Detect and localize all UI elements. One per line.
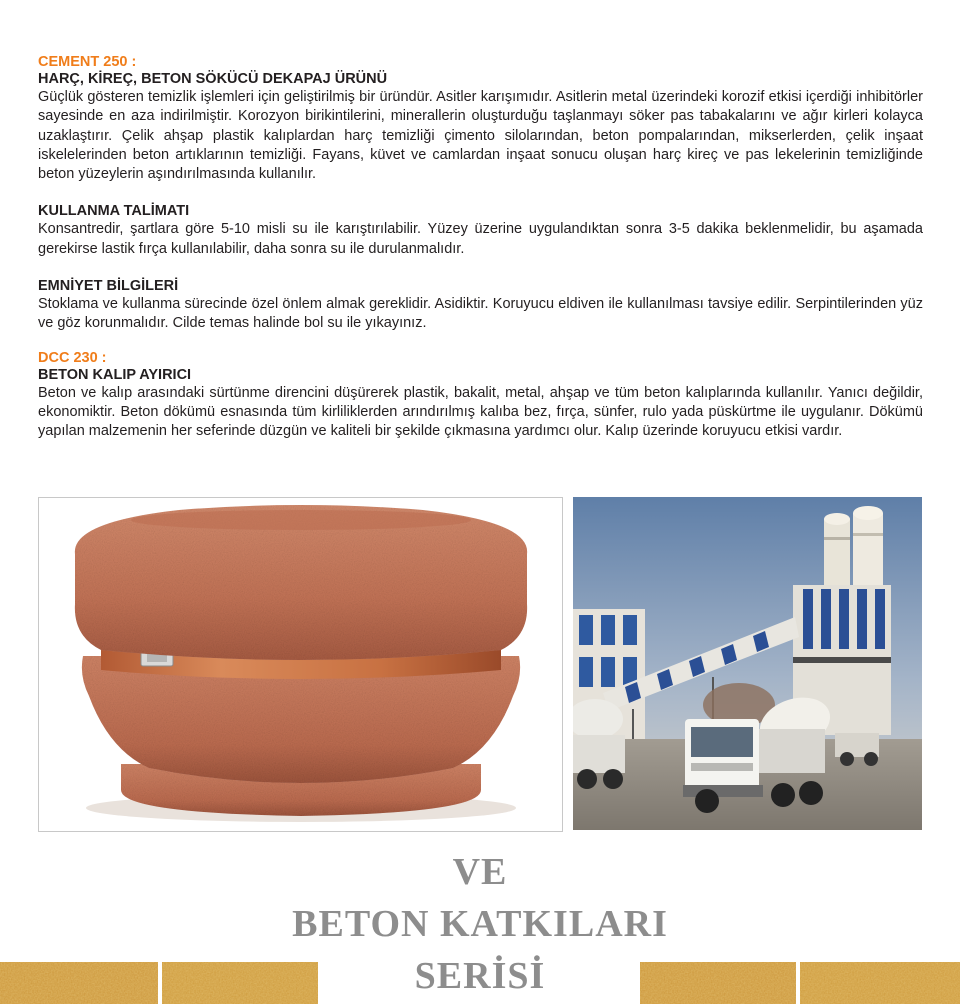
concrete-batching-plant-photo — [573, 497, 922, 830]
planter-illustration — [39, 498, 562, 831]
decorative-tile-left-1 — [0, 962, 158, 1004]
safety-title: EMNİYET BİLGİLERİ — [38, 278, 179, 295]
decorative-tile-left-2 — [162, 962, 318, 1004]
cement-title: HARÇ, KİREÇ, BETON SÖKÜCÜ DEKAPAJ ÜRÜNÜ — [38, 71, 388, 87]
decorative-tile-right-2 — [800, 962, 960, 1004]
text-content — [38, 54, 923, 442]
footer-heading-line2: BETON KATKILARI — [292, 903, 668, 945]
usage-title: KULLANMA TALİMATI — [38, 203, 190, 220]
safety-text: Stoklama ve kullanma sürecinde özel önlem almak gereklidir. Asidiktir. Koruyucu eldiven ile kullanılması tavsiye edilir. Serpintilerinden yüz ve göz korunmalıdır. Cilde temas halinde bol su ile yıkayınız. — [38, 296, 923, 332]
dcc-title: BETON KALIP AYIRICI — [38, 366, 192, 383]
usage-text: Konsantredir, şartlara göre 5-10 misli su ile karıştırılabilir. Yüzey üzerine uygulandıktan sonra 3-5 dakika beklenmelidir, bu aşamada gerekirse lastik fırça kullanılabilir, daha sonra su ile durulanmalıdır. — [38, 221, 923, 257]
cement-description: Güçlük gösteren temizlik işlemleri için geliştirilmiş bir üründür. Asitler karışımıdır. Asitlerin metal üzerindeki korozif etkisi içerdiği inhibitörler sayesinde en aza indirilmiştir. Korozyon birikintilerini, minerallerin oluşturduğu taşlanmayı söker pas tabakalarını ve ağır kirleri kolayca uzaklaştırır. Çelik ahşap plastik kalıplardan harç temizliği çimento silolarından, beton pompalarından, mikserlerden, çelik inşaat iskelelerinden beton artıklarının temizliği. Fayans, küvet ve camlardan inşaat sonucu oluşan harç kireç ve pas lekelerinin temizliğinde beton yüzeylerin aşındırılmasında kullanılır. — [38, 89, 923, 183]
decorative-tile-right-1 — [640, 962, 796, 1004]
batching-plant-illustration — [573, 497, 922, 830]
concrete-planter-photo — [38, 497, 563, 832]
cement-code: CEMENT 250 : — [38, 54, 137, 70]
footer-heading-line1: VE — [452, 851, 508, 893]
footer-heading-line3: SERİSİ — [414, 955, 546, 997]
dcc-code: DCC 230 : — [38, 349, 107, 366]
dcc-description: Beton ve kalıp arasındaki sürtünme direncini düşürerek plastik, bakalit, metal, ahşap ve tüm beton kalıplarında kullanılır. Yanıcı değildir, ekonomiktir. Beton dökümü esnasında tüm kirliliklerden arındırılmış kalıba bez, fırça, sünfer, rulo yada püskürtme ile uygulanır. Dökümü yapılan malzemenin her seferinde düzgün ve kaliteli bir şekilde çıkmasına yardımcı olur. Kalıp üzerinde koruyucu etkisi vardır. — [38, 384, 923, 440]
